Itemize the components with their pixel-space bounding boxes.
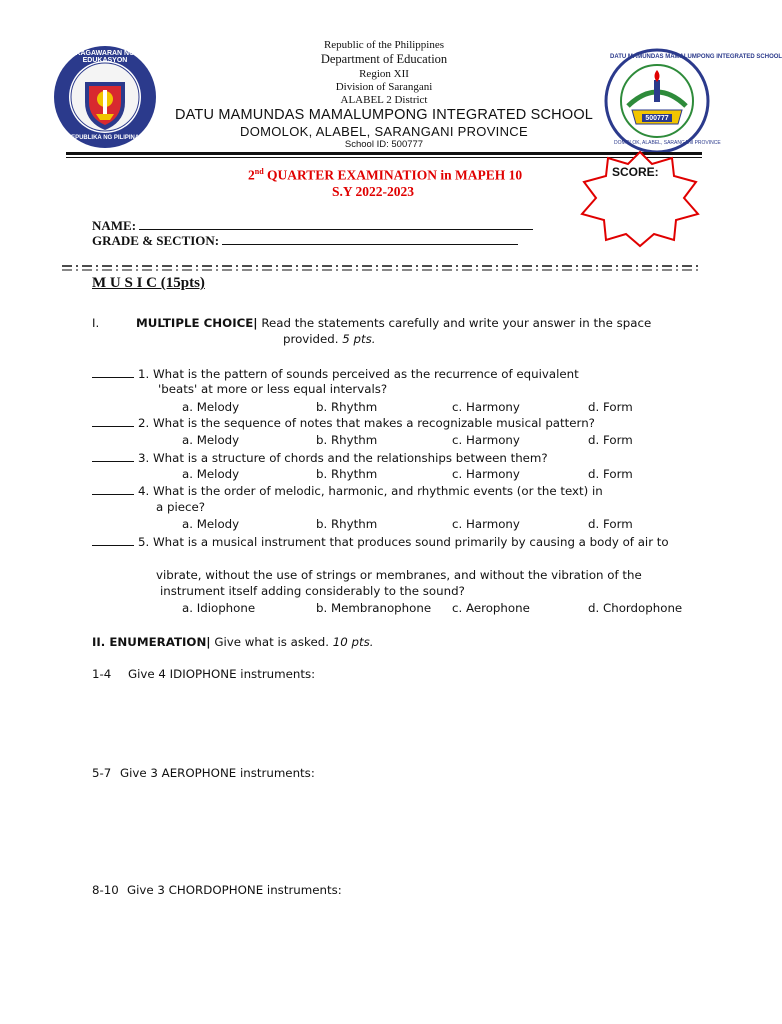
q1-option-c: c. Harmony (452, 400, 520, 414)
school-address: DOMOLOK, ALABEL, SARANGANI PROVINCE (240, 124, 528, 139)
q5-option-c: c. Aerophone (452, 601, 530, 615)
name-line[interactable] (139, 217, 533, 230)
part1-instructions-line2 (283, 332, 376, 346)
grade-section-field[interactable] (92, 232, 518, 249)
question-2 (92, 416, 595, 430)
part1-numeral: I. (92, 316, 100, 330)
part1-points: 5 pts. (342, 332, 376, 346)
right-logo-id-text: 500777 (645, 115, 669, 122)
q2-option-c: c. Harmony (452, 433, 520, 447)
q3-option-c: c. Harmony (452, 467, 520, 481)
q2-option-d: d. Form (588, 433, 633, 447)
question-5-text: 5. What is a musical instrument that produces sound primarily by causing a body of air to (138, 535, 669, 549)
q3-option-a: a. Melody (182, 467, 240, 481)
grade-section-label: GRADE & SECTION: (92, 233, 220, 248)
part1-instruction-text-2: provided. (283, 332, 343, 346)
q4-option-b: b. Rhythm (316, 517, 378, 531)
enum-3-answer-area[interactable] (92, 906, 702, 1006)
question-4-text-2: a piece? (156, 500, 206, 514)
part2-instruction-text: Give what is asked. (210, 635, 333, 649)
part1-label: MULTIPLE CHOICE| (136, 316, 258, 330)
enumeration-item-3 (92, 883, 342, 897)
q5-option-d: d. Chordophone (588, 601, 683, 615)
right-logo-bottom-text: DOMOLOK, ALABEL, SARANGANI PROVINCE (614, 140, 721, 146)
left-logo-top-text: KAGAWARAN NG EDUKASYON (75, 50, 135, 64)
enumeration-item-1 (92, 667, 315, 681)
right-logo-top-text: DATU MAMUNDAS MAMALUMPONG INTEGRATED SCHOOL (610, 54, 782, 60)
exam-ordinal-suffix: nd (254, 167, 264, 176)
part1-instruction-text: Read the statements carefully and write your answer in the space (257, 316, 652, 330)
enum-3-text: Give 3 CHORDOPHONE instruments: (127, 883, 342, 897)
section-divider (62, 256, 702, 262)
answer-blank-3[interactable] (92, 451, 134, 462)
header-district: ALABEL 2 District (340, 94, 428, 106)
grade-section-line[interactable] (222, 232, 518, 245)
part1-instructions (136, 316, 651, 330)
question-1-text-2: 'beats' at more or less equal intervals? (158, 382, 388, 396)
name-label: NAME: (92, 218, 137, 233)
q3-option-d: d. Form (588, 467, 633, 481)
question-3-text: 3. What is a structure of chords and the relationships between them? (138, 451, 548, 465)
school-id: School ID: 500777 (344, 139, 424, 150)
header-republic: Republic of the Philippines (323, 39, 445, 51)
question-3 (92, 451, 548, 465)
answer-blank-1[interactable] (92, 367, 134, 378)
left-logo-bottom-text: REPUBLIKA NG PILIPINAS (66, 135, 144, 141)
q4-option-a: a. Melody (182, 517, 240, 531)
part2-points: 10 pts. (332, 635, 374, 649)
part2-label: II. ENUMERATION| (92, 635, 211, 649)
q5-option-b: b. Membranophone (316, 601, 432, 615)
q5-option-a: a. Idiophone (182, 601, 256, 615)
q4-option-c: c. Harmony (452, 517, 520, 531)
question-5 (92, 535, 669, 549)
header-division: Division of Sarangani (335, 81, 433, 93)
enum-1-answer-area[interactable] (92, 690, 702, 760)
question-5-text-3: instrument itself adding considerably to the sound? (160, 584, 465, 598)
question-2-text: 2. What is the sequence of notes that makes a recognizable musical pattern? (138, 416, 595, 430)
exam-title-text: QUARTER EXAMINATION in MAPEH 10 (263, 167, 523, 183)
school-year: S.Y 2022-2023 (332, 184, 415, 199)
enum-3-range: 8-10 (92, 883, 119, 897)
q2-option-b: b. Rhythm (316, 433, 378, 447)
q1-option-d: d. Form (588, 400, 633, 414)
answer-blank-4[interactable] (92, 484, 134, 495)
enumeration-item-2 (92, 766, 315, 780)
q3-option-b: b. Rhythm (316, 467, 378, 481)
header-region: Region XII (359, 68, 409, 80)
q1-option-a: a. Melody (182, 400, 240, 414)
score-box (578, 150, 702, 248)
exam-title (248, 167, 522, 184)
answer-blank-5[interactable] (92, 535, 134, 546)
question-1-text: 1. What is the pattern of sounds perceived as the recurrence of equivalent (138, 367, 579, 381)
exam-ordinal: 2 (248, 167, 255, 183)
enum-1-text: Give 4 IDIOPHONE instruments: (128, 667, 316, 681)
q2-option-a: a. Melody (182, 433, 240, 447)
part2-instructions (92, 635, 374, 649)
score-label: SCORE: (612, 165, 659, 179)
question-4 (92, 484, 603, 498)
school-name: DATU MAMUNDAS MAMALUMPONG INTEGRATED SCHOOL (174, 107, 594, 123)
question-4-text: 4. What is the order of melodic, harmonic, and rhythmic events (or the text) in (138, 484, 603, 498)
music-section-title: M U S I C (15pts) (92, 275, 205, 291)
enum-2-answer-area[interactable] (92, 790, 702, 876)
question-1 (92, 367, 579, 381)
enum-2-range: 5-7 (92, 766, 112, 780)
q1-option-b: b. Rhythm (316, 400, 378, 414)
answer-blank-2[interactable] (92, 416, 134, 427)
q4-option-d: d. Form (588, 517, 633, 531)
enum-1-range: 1-4 (92, 667, 112, 681)
header-department: Department of Education (320, 52, 448, 66)
enum-2-text: Give 3 AEROPHONE instruments: (120, 766, 315, 780)
question-5-text-2: vibrate, without the use of strings or membranes, and without the vibration of the (156, 568, 642, 582)
